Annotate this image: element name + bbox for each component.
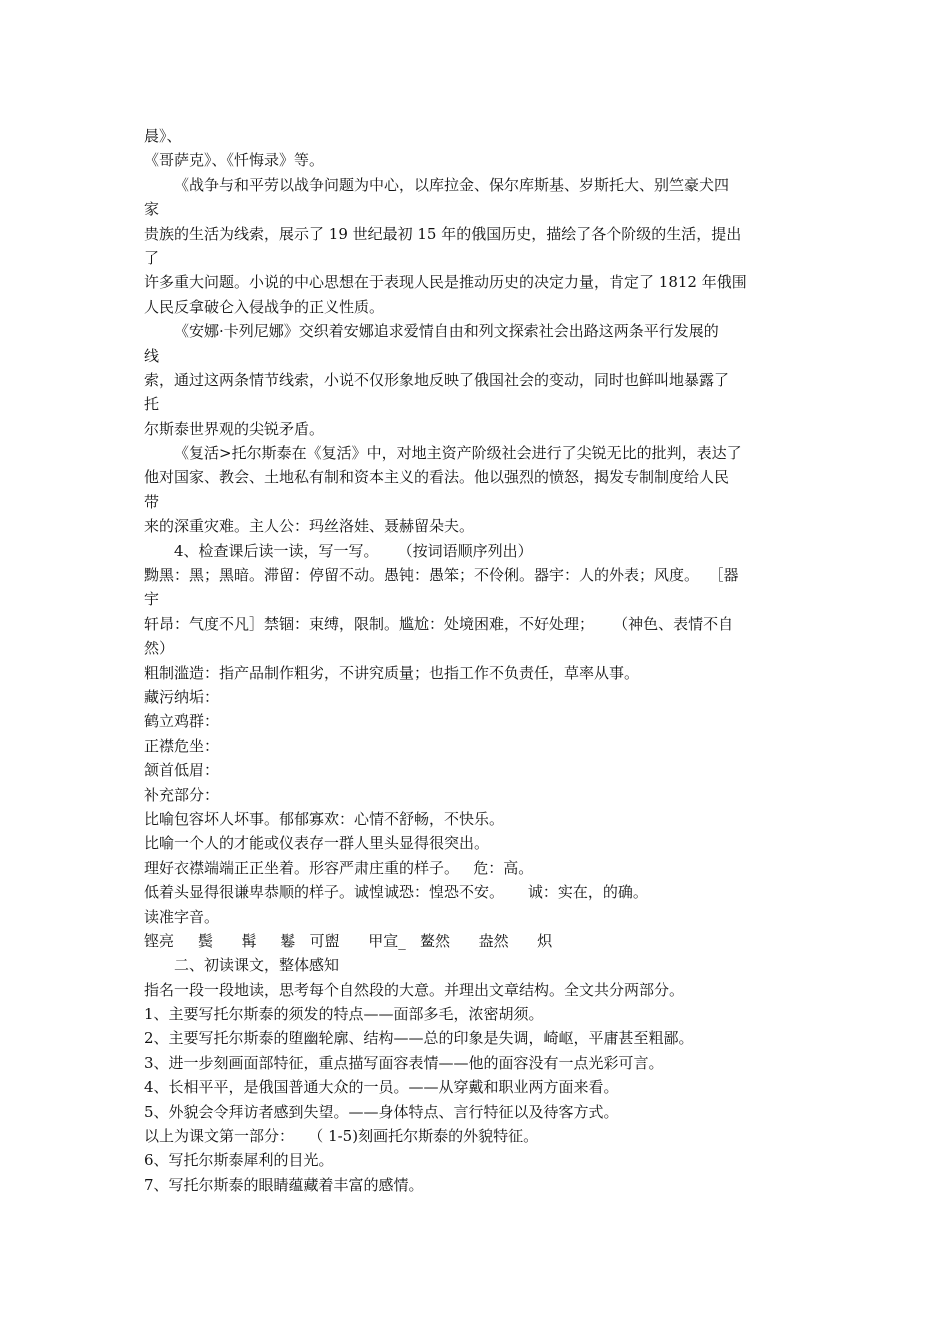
text-line: 《安娜·卡列尼娜》交织着安娜追求爱情自由和列文探索社会出路这两条平行发展的 [174, 322, 719, 341]
text-line: 7、写托尔斯泰的眼睛蕴藏着丰富的感情。 [144, 1175, 424, 1194]
text-line: 轩昂：气度不凡］禁锢：束缚，限制。尴尬：处境困难，不好处理； （神色、表情不自 [144, 614, 734, 633]
text-line: 《战争与和平劳以战争问题为中心，以库拉金、保尔库斯基、岁斯托大、别竺豪犬四 [174, 175, 730, 194]
text-line: 来的深重灾难。主人公：玛丝洛娃、聂赫留朵夫。 [144, 517, 475, 536]
text-line: 6、写托尔斯泰犀利的目光。 [144, 1151, 334, 1170]
text-line: 宇 [144, 590, 160, 609]
text-line: 低着头显得很谦卑恭顺的样子。诚惶诚恐：惶恐不安。 诚：实在，的确。 [144, 883, 648, 902]
text-line: 线 [144, 346, 160, 365]
text-line: 比喻包容坏人坏事。郁郁寡欢：心情不舒畅，不快乐。 [144, 809, 505, 828]
text-line: 3、进一步刻画面部特征，重点描写面容表情——他的面容没有一点光彩可言。 [144, 1053, 664, 1072]
text-line: 比喻一个人的才能或仪表存一群人里头显得很突出。 [144, 834, 490, 853]
text-line: 《复活>托尔斯泰在《复活》中，对地主资产阶级社会进行了尖锐无比的批判，表达了 [174, 444, 742, 463]
text-line: 《哥萨克》、《忏悔录》等。 [144, 151, 325, 170]
text-line: 正襟危坐： [144, 736, 220, 755]
text-line: 尔斯泰世界观的尖锐矛盾。 [144, 419, 325, 438]
text-line: 黝黑：黑；黑暗。滞留：停留不动。愚钝：愚笨；不伶俐。器宇：人的外表；风度。 ［器 [144, 566, 739, 585]
text-line: 许多重大问题。小说的中心思想在于表现人民是推动历史的决定力量，肯定了 1812 年俄围 [144, 273, 747, 292]
text-line: 了 [144, 248, 160, 267]
text-line: 4、检查课后读一读，写一写。 （按词语顺序列出） [174, 541, 533, 560]
text-line: 1、主要写托尔斯泰的须发的特点——面部多毛，浓密胡须。 [144, 1005, 544, 1024]
text-line: 他对国家、教会、土地私有制和资本主义的看法。他以强烈的愤怒，揭发专制制度给人民 [144, 468, 730, 487]
text-line: 晨》、 [144, 127, 182, 145]
text-line: 二、初读课文，整体感知 [174, 956, 340, 975]
text-line: 藏污纳垢： [144, 687, 220, 706]
text-line: 铿亮 鬓 髯 鬈 可盥 甲宣_ 鳌然 盎然 炽 [144, 931, 553, 950]
text-line: 然） [144, 639, 175, 658]
text-line: 以上为课文第一部分： （ 1-5)刻画托尔斯泰的外貌特征。 [144, 1127, 539, 1146]
text-line: 鹤立鸡群： [144, 712, 220, 731]
text-line: 贵族的生活为线索，展示了 19 世纪最初 15 年的俄国历史，描绘了各个阶级的生活，提出 [144, 224, 742, 243]
text-line: 理好衣襟端端正正坐着。形容严肃庄重的样子。 危：高。 [144, 858, 534, 877]
text-line: 2、主要写托尔斯泰的堕幽轮廓、结构——总的印象是失调，崎岖，平庸甚至粗鄙。 [144, 1029, 694, 1048]
text-line: 颔首低眉： [144, 761, 220, 780]
document-body [144, 124, 814, 1197]
text-line: 补充部分： [144, 785, 220, 804]
text-line: 读准字音。 [144, 907, 220, 926]
text-line: 5、外貌会令拜访者感到失望。——身体特点、言行特征以及待客方式。 [144, 1102, 619, 1121]
text-line: 粗制滥造：指产品制作粗劣，不讲究质量；也指工作不负责任，草率从事。 [144, 663, 640, 682]
text-line: 带 [144, 492, 160, 511]
text-line: 家 [144, 200, 160, 219]
text-line: 索，通过这两条情节线索，小说不仅形象地反映了俄国社会的变动，同时也鲜叫地暴露了 [144, 370, 730, 389]
text-line: 4、长相平平，是俄国普通大众的一员。——从穿戴和职业两方面来看。 [144, 1078, 619, 1097]
text-line: 人民反拿破仑入侵战争的正义性质。 [144, 297, 385, 316]
text-line: 托 [144, 395, 160, 414]
text-line: 指名一段一段地读，思考每个自然段的大意。并理出文章结构。全文共分两部分。 [144, 980, 685, 999]
